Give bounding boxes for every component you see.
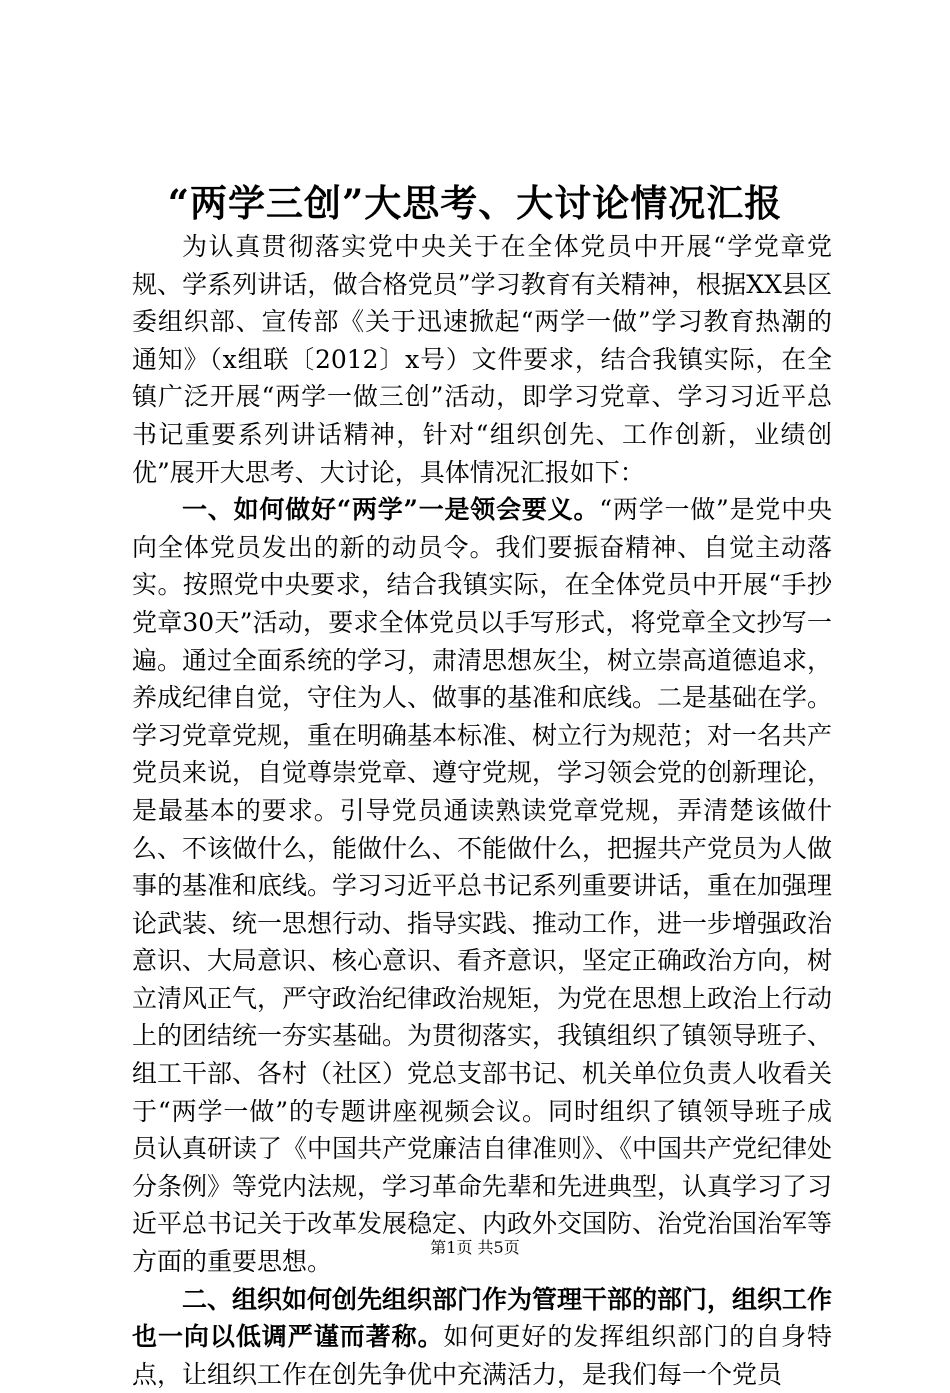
section-heading: 一、如何做好“两学”一是领会要义。 [182, 495, 600, 525]
document-body [132, 228, 832, 1393]
paragraph-section-1 [132, 491, 832, 1280]
document-title: “两学三创”大思考、大讨论情况汇报 [167, 181, 783, 225]
paragraph-text: “两学一做”是党中央向全体党员发出的新的动员令。我们要振奋精神、自觉主动落实。按照党中央要求，结合我镇实际，在全体党员中开展“手抄党章30天”活动，要求全体党员以手写形式，将党章全文抄写一遍。通过全面系统的学习，肃清思想灰尘，树立崇高道德追求，养成纪律自觉，守住为人、做事的基准和底线。二是基础在学。学习党章党规，重在明确基本标准、树立行为规范；对一名共产党员来说，自觉尊崇党章、遵守党规，学习领会党的创新理论，是最基本的要求。引导党员通读熟读党章党规，弄清楚该做什么、不该做什么，能做什么、不能做什么，把握共产党员为人做事的基准和底线。学习习近平总书记系列重要讲话，重在加强理论武装、统一思想行动、指导实践、推动工作，进一步增强政治意识、大局意识、核心意识、看齐意识，坚定正确政治方向，树立清风正气，严守政治纪律政治规矩，为党在思想上政治上行动上的团结统一夯实基础。为贯彻落实，我镇组织了镇领导班子、组工干部、各村（社区）党总支部书记、机关单位负责人收看关于“两学一做”的专题讲座视频会议。同时组织了镇领导班子成员认真研读了《中国共产党廉洁自律准则》、《中国共产党纪律处分条例》等党内法规，学习革命先辈和先进典型，认真学习了习近平总书记关于改革发展稳定、内政外交国防、治党治国治军等方面的重要思想。 [132, 495, 833, 1277]
paragraph-text: 为认真贯彻落实党中央关于在全体党员中开展“学党章党规、学系列讲话，做合格党员”学习教育有关精神，根据XX县区委组织部、宣传部《关于迅速掀起“两学一做”学习教育热潮的通知》（x组联〔2012〕x号）文件要求，结合我镇实际，在全镇广泛开展“两学一做三创”活动，即学习党章、学习习近平总书记重要系列讲话精神，针对“组织创先、工作创新，业绩创优”展开大思考、大讨论，具体情况汇报如下： [132, 232, 832, 487]
paragraph-intro [132, 228, 832, 491]
paragraph-section-2 [132, 1281, 832, 1393]
section-heading: 二、组织如何创先组织部门作为管理干部的部门，组织工作也一向以低调严谨而著称。 [132, 1284, 833, 1352]
page-footer: 第1页 共5页 [430, 1238, 520, 1257]
paragraph-text: 如何更好的发挥组织部门的自身特点，让组织工作在创先争优中充满活力，是我们每一个党员 [132, 1322, 832, 1389]
